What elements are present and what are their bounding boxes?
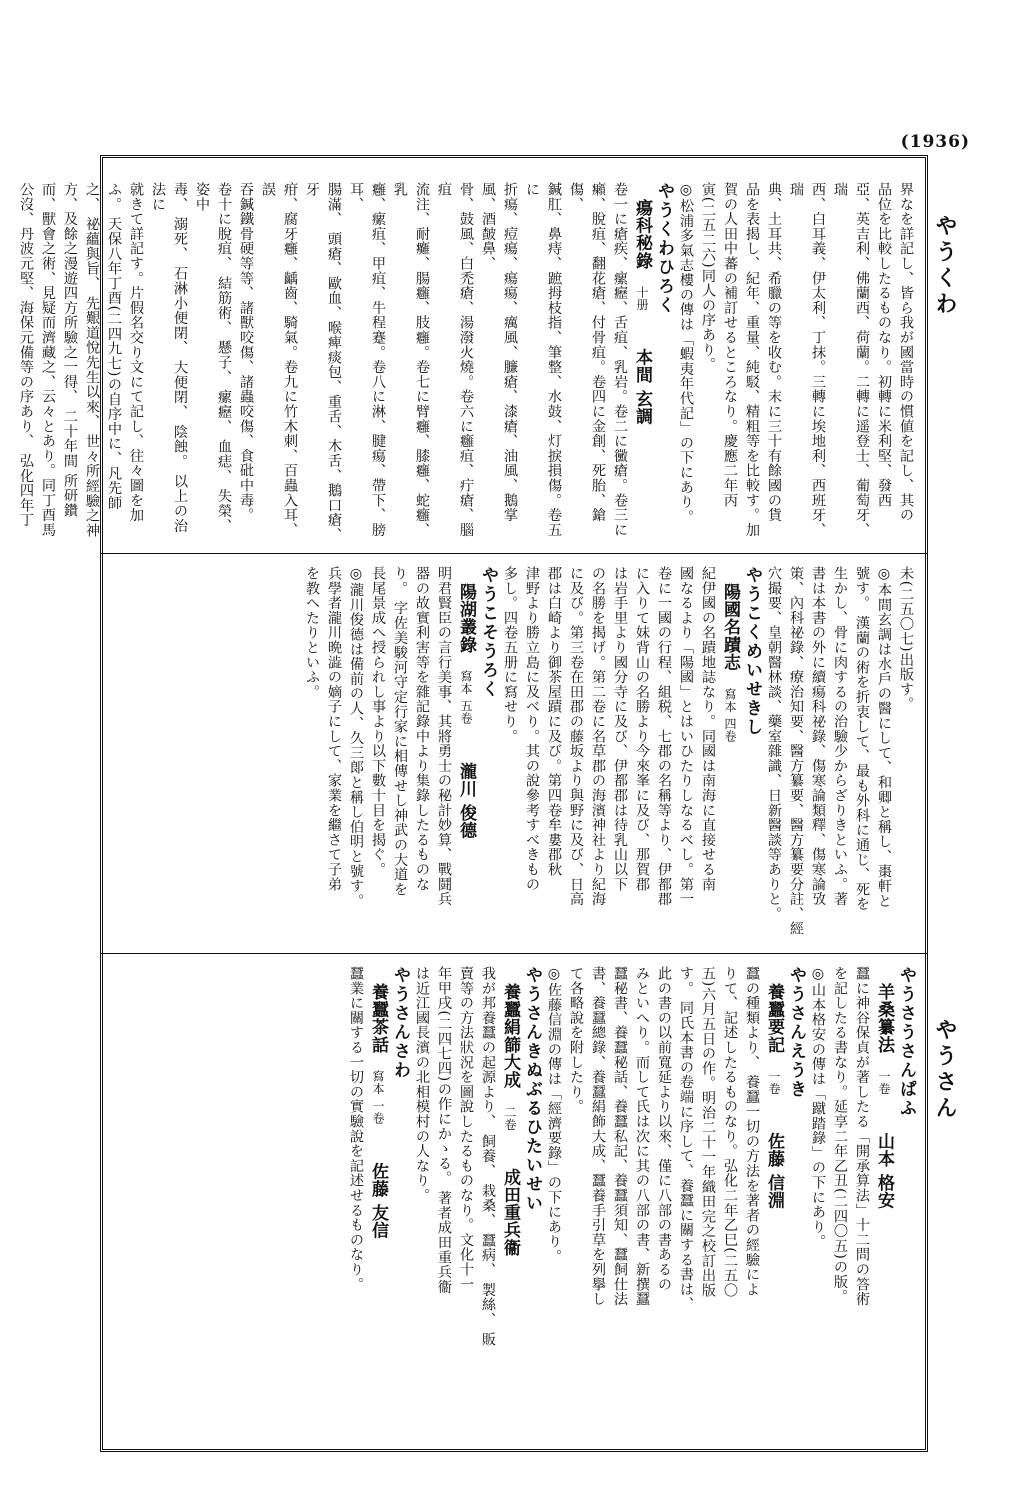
body-line: ふ。 天保八年丁酉(二四九七)の自序中に、凡先師	[106, 182, 122, 511]
body-line: は岩手里より國分寺に及び、伊都郡は待乳山以下	[612, 566, 628, 892]
body-line: 兵學者瀧川晩澁の嫡子にして、家業を繼さて子弟	[326, 566, 342, 892]
entry-title-line	[719, 566, 741, 946]
band-divider-1	[100, 553, 928, 554]
body-line: 我が邦養蠶の起源より、 飼養、 栽桑、 蠶病、 製絲、 販	[480, 966, 496, 1347]
body-line: 品位を比較したるものなり。初轉に米利堅、發西	[876, 182, 892, 508]
entry-volumes: 寫本 四卷	[723, 687, 737, 743]
body-line: に入りて妹背山の名勝より今來峯に及び、那賀郡	[634, 566, 650, 892]
body-line: 卷に一國の行程、組税、七郡の名稱等より、伊都郡	[656, 566, 672, 907]
body-line: 而、獸會之術、見疑而濟藏之、云々とあり。同丁酉馬	[40, 182, 56, 538]
body-line: 蠶の種類より、 養蠶一切の方法を著者の經驗によ	[744, 966, 760, 1297]
band-1	[18, 182, 917, 546]
running-head-top: やうくわ	[932, 214, 958, 318]
body-line: に及び。第三卷在田郡の藤坂より與野に及び、日高	[568, 566, 584, 907]
entry-volumes: 一卷	[767, 1070, 781, 1096]
band-2	[113, 566, 917, 946]
entry-heading: やうさんえうき	[786, 966, 806, 1099]
band-3	[113, 966, 917, 1436]
running-head-bottom: やうさん	[932, 1018, 958, 1122]
body-line: 津野より勝立島に及べり。其の說參考すべきもの	[524, 566, 540, 892]
band-divider-2	[100, 953, 928, 954]
body-line: て各略說を附したり。	[568, 966, 584, 1114]
entry-author: 本間 玄調	[632, 348, 652, 426]
body-line: 就きて詳記す。片假名交り文にて記し、往々圖を加	[128, 182, 144, 523]
body-line: 方、及餘之漫遊四方所驗之一得、 二十年間 所研鑽	[62, 182, 78, 518]
body-line: 流注、耐癱、腸癰、肢癰。卷七に臂癰、膝癰、蛇癰、乳	[392, 182, 430, 538]
entry-heading: やうさんきぬぶるひたいせい	[522, 966, 542, 1213]
body-line: 癰、瘰疽、甲疽、牛程蹇。卷八に淋、腱瘍、帶下、膀耳、	[348, 182, 386, 538]
body-line: は近江國長濱の北相模村の人なり。	[414, 966, 430, 1203]
entry-author: 佐藤 友信	[368, 1162, 388, 1240]
body-line: 典、土耳共、希臘の等を收む。末に三十有餘國の貨	[766, 182, 782, 523]
body-line: 蠶秘書、養蠶秘話、養蠶私記、養蠶須知、蠶飼仕法	[612, 966, 628, 1307]
body-line: 西、白耳義、伊太利、丁抹。三轉に埃地利、西班牙、瑞	[788, 182, 826, 538]
entry-author: 瀧川 俊德	[456, 762, 476, 840]
body-line: 未(二五〇七)出版す。	[898, 566, 914, 712]
body-line: 多し。四卷五册に寫せり。	[502, 566, 518, 744]
body-line: 號す。 漢蘭の術を折衷して、最も外科に通じ、死を	[854, 566, 870, 912]
entry-author: 成田重兵衞	[500, 1168, 520, 1256]
entry-title: 養蠶絹篩大成	[500, 983, 520, 1089]
body-line: 器の故實利害等を雜記錄中より集錄したるものな	[414, 566, 430, 892]
body-line: 亞、英吉利、佛蘭西、荷蘭。二轉に遥登士、葡萄牙、瑞	[832, 182, 870, 538]
body-line: 年甲戌(二四七四)の作にかゝる。 著者成田重兵衞	[436, 966, 452, 1295]
body-line: ◎佐藤信淵の傳は「經濟要錄」の下にあり。	[546, 966, 562, 1264]
body-line: 策、內科祕錄、療治知要、醫方纂要、醫方纂要分註、經	[788, 566, 804, 936]
body-line: 書は本書の外に續瘍科祕錄、傷寒論類釋、傷寒論攷	[810, 566, 826, 907]
entry-title: 養蠶要記	[764, 983, 784, 1054]
body-line: 吞鍼鐵骨硬等等、諸獸咬傷、諸蟲咬傷、食砒中毒。	[238, 182, 254, 523]
body-line: 賀の人田中蕃の補訂せるところなり。慶應二年丙	[722, 182, 738, 508]
body-line: りて、記述したるものなり。弘化二年乙巳(二五〇	[722, 966, 738, 1298]
entry-title-line	[631, 182, 653, 546]
body-line: ◎山本格安の傳は「蹴踏錄」の下にあり。	[810, 966, 826, 1249]
entry-heading: やうさうさんぱふ	[896, 966, 916, 1118]
entry-title: 陽國名蹟志	[720, 583, 740, 671]
body-line: 折瘍、痘瘍、瘍瘍、癘風、臁瘡、漆瘡、油風、鵝掌風、酒皶鼻、	[480, 182, 518, 523]
body-line: 疳、腐牙癰、齲齒、騎氣。卷九に竹木刺、百蟲入耳、誤	[260, 182, 298, 538]
entry-title-line	[455, 566, 477, 946]
body-line: 品を表揭し、紀年、重量、純駁、精粗等を比較す。加	[744, 182, 760, 538]
entry-heading: やうこそうろく	[478, 566, 498, 699]
entry-title: 羊桑纂法	[874, 983, 894, 1054]
body-line: 卷一に瘡疾、瘰癧、舌疽、乳岩。卷二に黴瘡。卷三に	[612, 182, 628, 538]
body-line: 癩、脫疽、翻花瘡、付骨疽。卷四に金創、死胎、鎗傷、	[568, 182, 606, 523]
body-line: 郡は白崎より御茶屋蹟に及び。第四卷牟婁郡秋	[546, 566, 562, 877]
body-line: を教へたりといふ。	[304, 566, 320, 700]
body-line: ◎瀧川俊德は備前の人、久三郞と稱し伯明と號す。	[348, 566, 364, 909]
body-line: 蠶に神谷保貞が著したる「開承算法」十二問の答術	[854, 966, 870, 1307]
body-line: 骨、鼓風、白禿瘡、湯潑火燒。卷六に癰疽、疔瘡、腦疽	[436, 182, 474, 538]
body-line: みといへり。而して氏は次に其の八部の書、新撰蠶	[634, 966, 650, 1307]
body-line: 五)六月五日の作。明治二十一年織田完之校訂出版	[700, 966, 716, 1298]
body-line: 長尾景成へ授られし事より以下數十目を揭ぐ。	[370, 566, 386, 877]
body-line: 書、養蠶總錄、養蠶絹飾大成、蠶養手引草を列擧し	[590, 966, 606, 1307]
page-number: (1936)	[900, 132, 970, 152]
body-line: す。 同氏本書の卷端に序して、養蠶に關する書は、	[678, 966, 694, 1312]
entry-title-line	[873, 966, 895, 1436]
body-line: 國なるより「陽國」とはいひたりしなるべし。第一	[678, 566, 694, 907]
entry-volumes: 十册	[635, 286, 649, 312]
entry-author: 山本 格安	[874, 1132, 894, 1210]
body-line: 紀伊國の名蹟地誌なり。同國は南海に直接せる南	[700, 566, 716, 892]
body-line: 公沒、丹波元堅、海保元備等の序あり、 弘化四年丁	[18, 182, 34, 528]
entry-title: 養蠶茶話	[368, 983, 388, 1054]
body-line: ◎松浦多氣志樓の傳は「蝦夷年代記」の下にあり。	[678, 182, 694, 525]
body-line: り。 字佐美駿河守定行家に相傳せし神武の大道を	[392, 566, 408, 897]
entry-heading: やうこくめいせきし	[742, 566, 762, 737]
entry-title-line	[367, 966, 389, 1436]
body-line: 明君賢臣の言行美事、其將勇士の秘計妙算、戰鬪兵	[436, 566, 452, 907]
body-line: 腸滿、 頭瘡、歐血、喉痺痰包、重舌、木舌、鵝口瘡、牙	[304, 182, 342, 543]
body-line: の名勝を揭げ。第二卷に名草郡の海濱神社より紀海	[590, 566, 606, 907]
entry-title: 瘍科秘錄	[632, 199, 652, 270]
body-line: 卷十に脫疽、 結筋術、 懸子、 瘰癧、 血痣、 失榮、 姿中	[194, 182, 232, 534]
entry-title-line	[763, 966, 785, 1436]
entry-heading: やうくわひろく	[654, 182, 674, 315]
entry-volumes: 二卷	[503, 1105, 517, 1131]
body-line: 寅(二五二六)同人の序あり。	[700, 182, 716, 372]
body-line: 生かし、骨に肉するの治驗少からざりきといふ。著	[832, 566, 848, 907]
body-line: 毒、 溺死、 石淋小便閉、 大便閉、 陰蝕。 以上の治法に	[150, 182, 188, 534]
entry-title-line	[499, 966, 521, 1436]
body-line: 此の書の以前寬延より以來、僅に八部の書あるの	[656, 966, 672, 1292]
entry-heading: やうさんさわ	[390, 966, 410, 1080]
entry-title: 陽湖叢錄	[456, 583, 476, 654]
body-line: 鍼肛、鼻痔、蹠拇枝指、筆整、水鼓、灯捩損傷。卷五に	[524, 182, 562, 538]
body-line: ◎本間玄調は水戶の醫にして、和卿と稱し、棗軒と	[876, 566, 892, 909]
entry-author: 佐藤 信淵	[764, 1132, 784, 1210]
body-line: 賣等の方法狀況を圖說したるものなり。文化十一	[458, 966, 474, 1292]
body-line: を記したる書なり。延享二年乙丑(二四〇五)の版。	[832, 966, 848, 1304]
body-line: 穴撮要、皇朝醫林談、藥室雜識、日新醫談等ありと。	[766, 566, 782, 922]
entry-volumes: 一卷	[877, 1070, 891, 1096]
body-line: 界なを詳記し、皆ら我が國當時の慣値を記し、其の	[898, 182, 914, 523]
body-line: 之、 祕蘊與旨、 先艱道悅先生以來、 世々所經驗之神	[84, 182, 100, 538]
body-line: 蠶業に關する一切の實驗說を記述せるものなり。	[348, 966, 364, 1292]
entry-volumes: 寫本 一卷	[371, 1070, 385, 1126]
entry-volumes: 寫本 五卷	[459, 670, 473, 726]
